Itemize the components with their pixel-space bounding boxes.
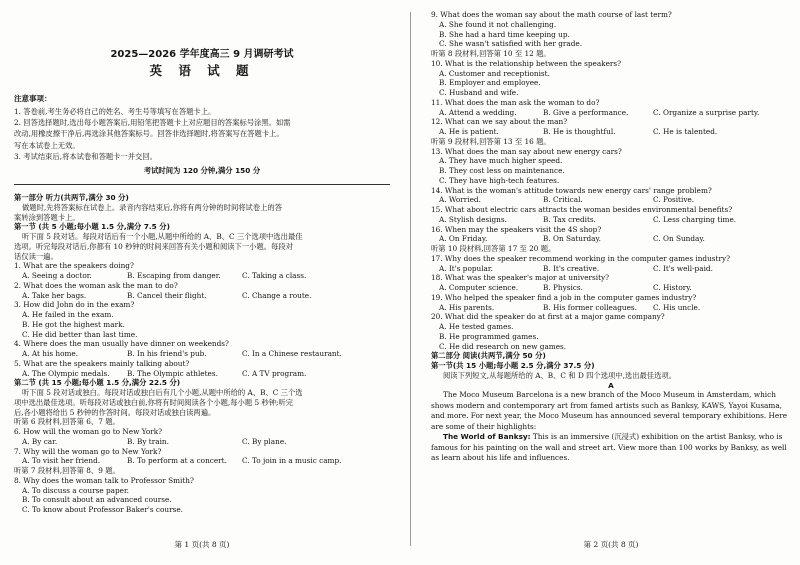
answer-option: A. Computer science. <box>439 283 519 292</box>
page-number-right: 第 2 页(共 8 页) <box>583 540 639 549</box>
section-heading: 第一节(共 15 小题;每小题 2.5 分,满分 37.5 分) <box>431 361 595 370</box>
text-line: 9. What does the woman say about the math course of last term? <box>431 10 672 19</box>
answer-option: B. Tax credits. <box>543 214 596 224</box>
text-line: 听第 10 段材料,回答第 17 至 20 题。 <box>431 244 556 253</box>
subject-title: 英 语 试 题 <box>149 63 255 78</box>
questions-continued <box>431 10 791 390</box>
text-line: 13. What does the man say about new energy cars? <box>431 146 622 156</box>
answer-option: C. A TV program. <box>242 368 307 378</box>
text-line: 1. What are the speakers doing? <box>14 261 134 271</box>
answer-options <box>431 303 791 313</box>
exam-title: 2025—2026 学年度高三 9 月调研考试 <box>110 49 294 60</box>
passage-paragraph-2 <box>431 432 791 464</box>
notice-line: 写在本试卷上无效。 <box>14 140 80 150</box>
text-line: 阅读下列短文,从每题所给的 A、B、C 和 D 四个选项中,选出最佳选项。 <box>443 370 676 380</box>
answer-option: B. In his friend's pub. <box>127 349 207 359</box>
answer-option: C. Taking a class. <box>242 271 307 281</box>
answer-option: C. By plane. <box>242 436 287 446</box>
answer-option: A. Worried. <box>439 195 481 205</box>
answer-options <box>431 127 791 137</box>
answer-options <box>431 234 791 244</box>
answer-options <box>14 349 390 359</box>
answer-options <box>14 437 390 447</box>
answer-options <box>431 108 791 118</box>
text-line: 3. How did John do in the exam? <box>14 300 135 310</box>
answer-option: A. Attend a wedding. <box>439 107 517 117</box>
text-line: B. To consult about an advanced course. <box>22 495 172 505</box>
exhibition-description: This is an immersive (沉浸式) exhibition on the artist Banksy, who is famous for his painting on the wall and street art. View more than 100 works by Banksy, as well as learn about his life and influences. <box>431 432 787 463</box>
answer-option: A. By car. <box>22 436 58 446</box>
text-line: 11. What does the man ask the woman to do? <box>431 97 600 107</box>
text-line: 8. Why does the woman talk to Professor Smith? <box>14 475 194 485</box>
text-line: A. He failed in the exam. <box>22 310 114 320</box>
page-2 <box>431 10 791 464</box>
answer-options <box>14 291 390 301</box>
text-line: A. Customer and receptionist. <box>439 68 550 78</box>
text-line: 20. What did the speaker do at first at a major game company? <box>431 312 665 322</box>
text-line: 14. What is the woman's attitude towards new energy cars' range problem? <box>431 185 712 195</box>
answer-option: A. Stylish designs. <box>439 214 507 224</box>
text-line: 6. How will the woman go to New York? <box>14 427 163 437</box>
answer-option: A. The Olympic medals. <box>22 368 110 378</box>
answer-option: B. On Saturday. <box>543 234 601 244</box>
answer-option: A. He is patient. <box>439 127 499 136</box>
answer-option: A. To visit her friend. <box>22 456 101 466</box>
notice-line: 2. 回答选择题时,选出每小题答案后,用铅笔把答题卡上对应题目的答案标号涂黑。如需 <box>14 118 291 128</box>
answer-option: C. Change a route. <box>242 290 312 300</box>
text-line: 4. Where does the man usually have dinner on weekends? <box>14 339 229 349</box>
text-line: 17. Why does the speaker recommend working in the computer games industry? <box>431 253 730 263</box>
answer-options <box>14 271 390 281</box>
passage-paragraph: The Moco Museum Barcelona is a new branch of the Moco Museum in Amsterdam, which shows modern and contemporary art from famed artists such as Banksy, KAWS, Yayoi Kusama, and more. For next year, the Moco Museum has announced several temporary exhibitions. Here are some of their highlights: <box>431 390 788 431</box>
text-line: C. To know about Professor Baker's course. <box>22 505 183 515</box>
answer-option: C. History. <box>653 283 692 292</box>
section-heading: 第一部分 听力(共两节,满分 30 分) <box>14 193 129 203</box>
page-1 <box>14 10 390 515</box>
text-line: A. She found it not challenging. <box>439 19 557 29</box>
text-line: C. They have high-tech features. <box>439 175 560 185</box>
text-line: 项中选出最佳选项。听每段对话或独白前,你将有时间阅读各个小题,每小题 5 秒钟;听完 <box>14 397 294 407</box>
text-line: A. To discuss a course paper. <box>22 485 130 495</box>
answer-option: C. Positive. <box>653 195 695 205</box>
answer-option: B. Critical. <box>543 195 583 205</box>
text-line: C. Husband and wife. <box>439 88 519 97</box>
text-line: 15. What about electric cars attracts the woman besides environmental benefits? <box>431 205 733 214</box>
answer-options <box>14 456 390 466</box>
text-line: 2. What does the woman ask the man to do? <box>14 280 178 290</box>
text-line: 16. When may the speakers visit the 4S shop? <box>431 224 602 234</box>
notice-line: 3. 考试结束后,将本试卷和答题卡一并交回。 <box>14 151 157 161</box>
answer-option: B. His former colleagues. <box>543 302 637 312</box>
section-heading: 第二部分 阅读(共两节,满分 50 分) <box>431 351 546 361</box>
answer-option: C. In a Chinese restaurant. <box>242 349 342 359</box>
answer-options <box>14 369 390 379</box>
answer-option: C. It's well-paid. <box>653 263 713 273</box>
answer-options <box>431 215 791 225</box>
answer-option: B. Escaping from danger. <box>127 271 221 281</box>
text-line: 听第 6 段材料,回答第 6、7 题。 <box>14 417 120 427</box>
answer-options <box>431 283 791 293</box>
section-heading: 第二节 (共 15 小题;每小题 1.5 分,满分 22.5 分) <box>14 378 181 388</box>
text-line: 10. What is the relationship between the speakers? <box>431 58 622 68</box>
answer-option: C. Organize a surprise party. <box>653 107 760 117</box>
answer-option: C. To join in a music camp. <box>242 456 342 466</box>
answer-option: B. Physics. <box>543 283 583 292</box>
text-line: B. She had a hard time keeping up. <box>439 29 570 39</box>
exhibition-name: The World of Banksy: <box>443 432 531 442</box>
answer-option: B. Cancel their flight. <box>127 290 207 300</box>
text-line: 7. Why will the woman go to New York? <box>14 446 162 456</box>
text-line: 案转涂到答题卡上。 <box>14 212 80 222</box>
text-line: C. She wasn't satisfied with her grade. <box>439 39 583 49</box>
section-heading: A <box>608 380 614 390</box>
text-line: 做题时,先将答案标在试卷上。录音内容结束后,你将有两分钟的时间将试卷上的答 <box>22 202 283 212</box>
text-line: 19. Who helped the speaker find a job in the computer games industry? <box>431 292 697 302</box>
text-line: 听下面 5 段对话。每段对话后有一个小题,从题中所给的 A、B、C 三个选项中选出最佳 <box>22 232 303 242</box>
notice-heading: 注意事项： <box>14 94 52 103</box>
text-line: 5. What are the speakers mainly talking about? <box>14 358 190 368</box>
text-line: 听第 8 段材料,回答第 10 至 12 题。 <box>431 49 551 58</box>
notice-list <box>14 106 390 162</box>
answer-option: A. His parents. <box>439 302 495 312</box>
text-line: 话仅读一遍。 <box>14 251 58 261</box>
column-divider <box>410 12 411 546</box>
answer-option: B. He is thoughtful. <box>543 127 616 136</box>
answer-option: B. The Olympic athletes. <box>127 368 218 378</box>
text-line: B. He got the highest mark. <box>22 319 125 329</box>
listening-section <box>14 193 390 515</box>
answer-option: C. He is talented. <box>653 127 718 136</box>
page-number-left: 第 1 页(共 8 页) <box>174 540 230 549</box>
text-line: A. They have much higher speed. <box>439 156 563 166</box>
answer-option: B. It's creative. <box>543 263 600 273</box>
answer-option: B. To perform at a concert. <box>127 456 227 466</box>
text-line: 听下面 5 段对话或独白。每段对话或独白后有几个小题,从题中所给的 A、B、C 三个选 <box>22 388 303 398</box>
answer-option: A. On Friday. <box>439 234 488 244</box>
text-line: A. He tested games. <box>439 322 514 331</box>
text-line: B. Employer and employee. <box>439 78 541 88</box>
text-line: 听第 7 段材料,回答第 8、9 题。 <box>14 466 120 476</box>
notice-line: 1. 答卷前,考生务必将自己的姓名、考生号等填写在答题卡上。 <box>14 106 216 116</box>
text-line: 后,各小题将给出 5 秒钟的作答时间。每段对话或独白读两遍。 <box>14 407 216 417</box>
text-line: C. He did research on new games. <box>439 341 567 351</box>
answer-option: A. Take her bags. <box>22 290 87 300</box>
answer-option: B. Give a performance. <box>543 107 629 117</box>
text-line: B. He programmed games. <box>439 331 539 341</box>
text-line: 选项。听完每段对话后,你都有 10 秒钟的时间来回答有关小题和阅读下一小题。每段对 <box>14 241 293 251</box>
answer-option: A. Seeing a doctor. <box>22 271 92 281</box>
text-line: C. He did better than last time. <box>22 329 138 339</box>
answer-option: B. By train. <box>127 436 169 446</box>
text-line: 18. What was the speaker's major at university? <box>431 273 610 283</box>
answer-option: C. On Sunday. <box>653 234 705 244</box>
answer-options <box>431 264 791 274</box>
answer-option: C. His uncle. <box>653 302 701 312</box>
section-divider <box>14 184 390 185</box>
time-score-line: 考试时间为 120 分钟,满分 150 分 <box>143 166 261 176</box>
answer-option: C. Less charging time. <box>653 214 737 224</box>
answer-option: A. It's popular. <box>439 263 493 273</box>
answer-options <box>431 195 791 205</box>
text-line: 12. What can we say about the man? <box>431 117 568 127</box>
notice-line: 改动,用橡皮擦干净后,再选涂其他答案标号。回答非选择题时,将答案写在答题卡上。 <box>14 129 284 139</box>
section-heading: 第一节 (共 5 小题;每小题 1.5 分,满分 7.5 分) <box>14 222 170 232</box>
text-line: B. They cost less on maintenance. <box>439 166 565 175</box>
text-line: 听第 9 段材料,回答第 13 至 16 题。 <box>431 136 551 146</box>
answer-option: A. At his home. <box>22 349 79 359</box>
